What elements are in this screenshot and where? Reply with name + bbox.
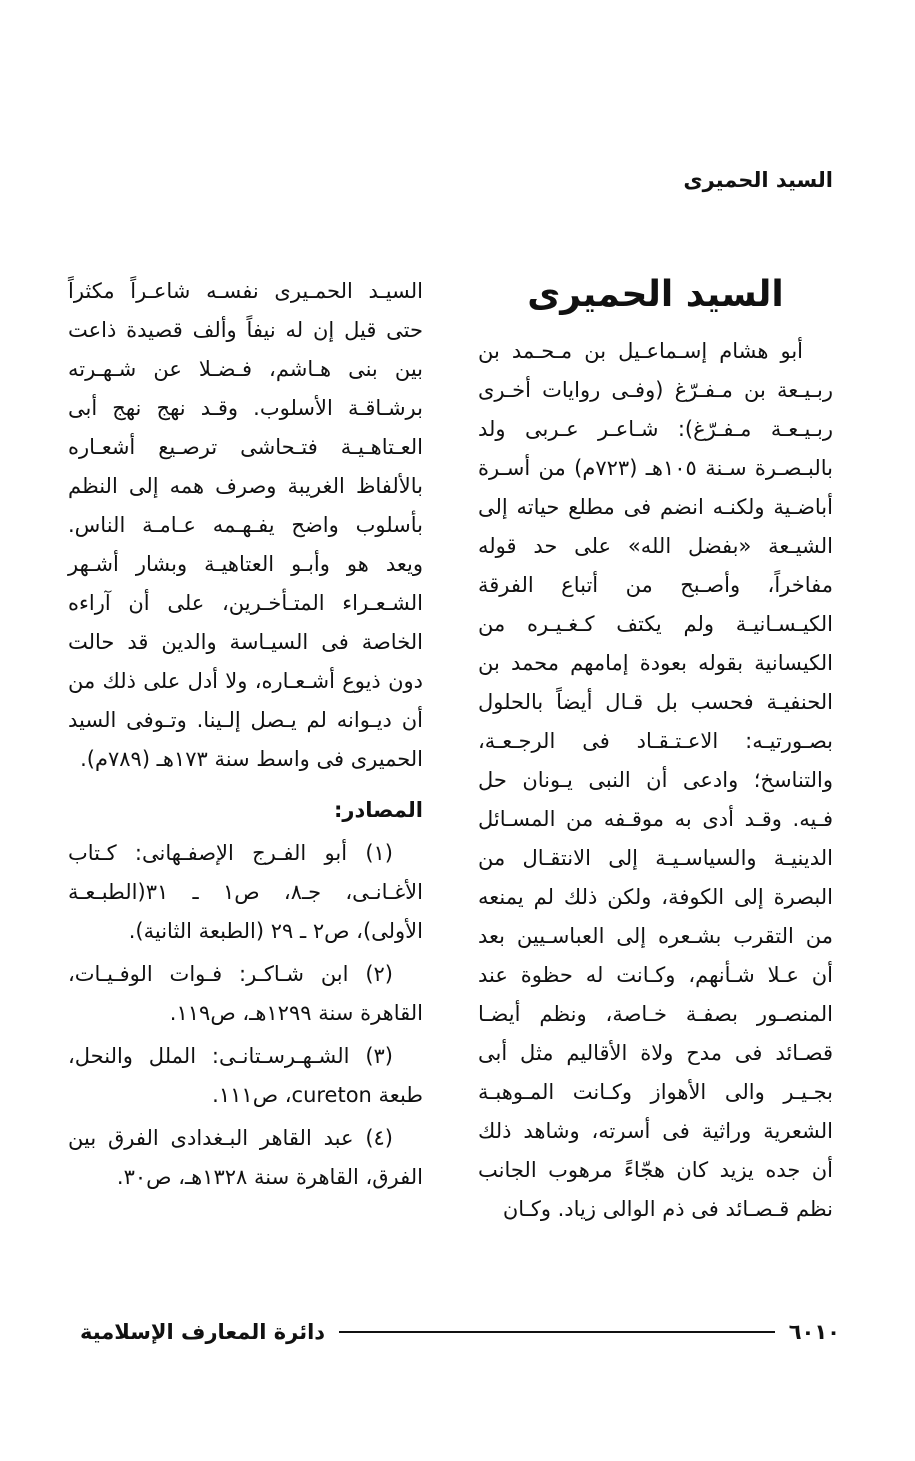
footer-rule	[339, 1331, 775, 1333]
publication-title: دائرة المعارف الإسلامية	[80, 1320, 326, 1344]
source-item: (٤) عبد القاهر البـغدادى الفرق بين الفرق، القاهرة سنة ١٣٢٨هـ، ص٣٠.	[68, 1126, 423, 1189]
sources-heading: المصادر:	[333, 798, 423, 822]
article-title: السيد الحميرى	[527, 274, 784, 315]
source-item: (١) أبو الفـرج الإصفـهانى: كـتاب الأغـانـى، جـ٨، ص١ ـ ٣١(الطبـعـة الأولى)، ص٢ ـ ٢٩ (الطبعة الثانية).	[68, 841, 423, 943]
body-paragraph-2: السيـد الحمـيرى نفسـه شاعـراً مكثراً حتى قيل إن له نيفاً وألف قصيدة ذاعت بين بنى هـاشم، فـضـلا عن شـهـرته برشـاقـة الأسلوب. وقـد نهج نهج أبى العـتاهـيـة فتـحاشى ترصـيع أشعـاره بالألفاظ الغريبة وصرف همه إلى النظم بأسلوب واضح يفـهـمه عـامـة الناس. ويعد هو وأبـو العتاهيـة وبشار أشـهر الشـعـراء المتـأخـرين، على أن آراءه الخاصة فى السيـاسة والدين قد حالت دون ذيوع أشـعـاره، ولا أدل على ذلك من أن ديـوانه لم يـصل إلـينا. وتـوفى السيد الحميرى فى واسط سنة ١٧٣هـ (٧٨٩م).	[68, 279, 423, 771]
page-number: ٦٠١٠	[788, 1320, 840, 1344]
body-paragraph-1: أبو هشام إسـماعـيل بن مـحـمد بن ربـيـعة بن مـفـرّغ (وفـى روايات أخـرى ربـيـعـة مـفـرّغ): شـاعـر عـربى ولد بالبـصـرة سـنة ١٠٥هـ (٧٢٣م) من أسـرة أباضـية ولكنـه انضم فى مطلع حياته إلى الشيـعة «بفضل الله» على حد قوله مفاخراً، وأصـبح من أتباع الفرقة الكيـسـانيـة ولم يكتف كـغـيـره من الكيسانية بقوله بعودة إمامهم محمد بن الحنفيـة فحسب بل قـال أيضاً بالحلول بصـورتيـه: الاعـتـقـاد فى الرجـعـة، والتناسخ؛ وادعى أن النبى يـونان حل فـيه. وقـد أدى به موقـفه من المسـائل الدينيـة والسياسـيـة إلى الانتقـال من البصرة إلى الكوفة، ولكن ذلك لم يمنعه من التقرب بشـعره إلى العباسـيين بعد أن عـلا شـأنهم، وكـانت له حظوة عند المنصـور بصفـة خـاصة، ونظم أيضـا قصـائد فى مدح ولاة الأقاليم مثل أبى بجـيـر والى الأهواز وكـانت المـوهبـة الشعرية وراثية فى أسرته، وشاهد ذلك أن جده يزيد كان هجّاءً مرهوب الجانب نظم قـصـائد فى ذم الوالى زياد. وكـان	[478, 339, 833, 1221]
running-header: السيد الحميرى	[683, 168, 833, 192]
source-item: (٢) ابن شـاكـر: فـوات الوفـيـات، القاهرة سنة ١٢٩٩هـ، ص١١٩.	[68, 962, 423, 1025]
left-column	[68, 272, 423, 1201]
right-column	[478, 270, 833, 1229]
page-footer	[80, 1312, 840, 1352]
source-item: (٣) الشـهـرسـتانـى: الملل والنحل، طبعة cureton، ص١١١.	[68, 1044, 423, 1107]
